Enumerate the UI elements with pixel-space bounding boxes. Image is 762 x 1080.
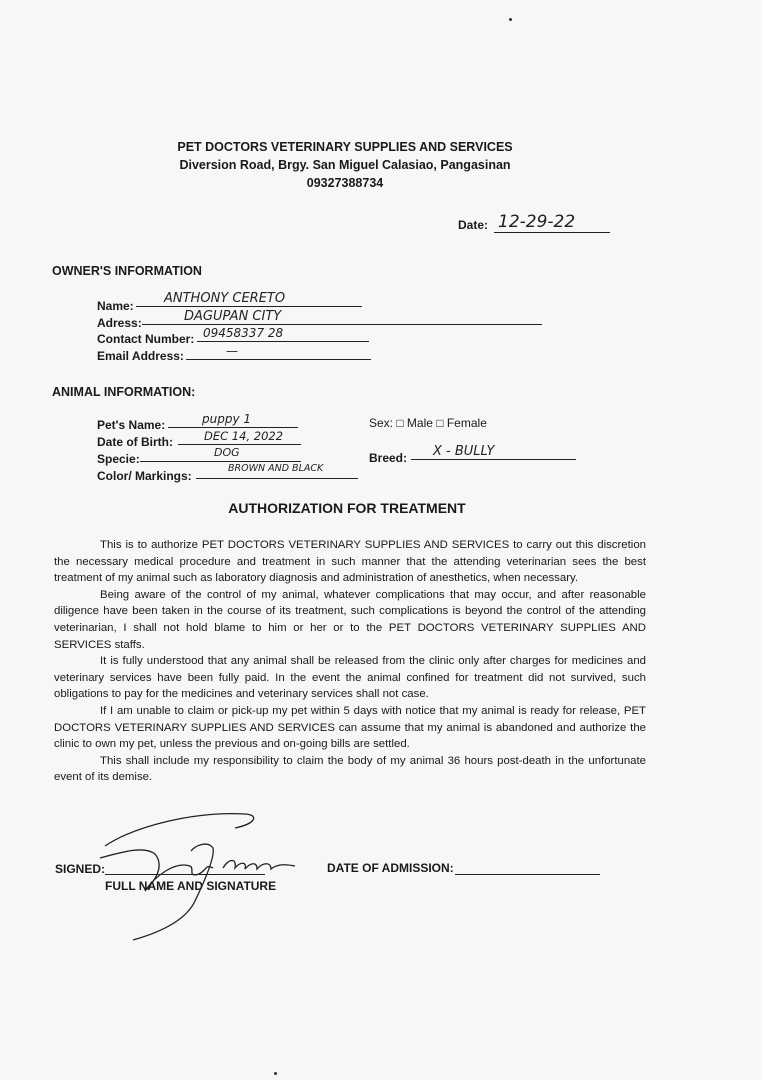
owner-contact-field[interactable]: 09458337 28 <box>197 326 369 342</box>
specie-label: Specie: <box>97 452 140 466</box>
pet-name-label: Pet's Name: <box>97 418 166 432</box>
clinic-phone: 09327388734 <box>306 176 384 190</box>
authorization-paragraph: Being aware of the control of my animal, whatever complications that may occur, and after reasonable diligence have been taken in the course of its treatment, such complications is beyond the control of the attending veterinarian, I shall not hold blame to him or her or to the PET DOCTORS VETERINARY SUPPLIES AND SERVICES staffs. <box>54 588 646 651</box>
authorization-paragraph: This shall include my responsibility to claim the body of my animal 36 hours post-death in the unfortunate event of its demise. <box>54 754 646 784</box>
date-label: Date: <box>458 218 489 232</box>
date-field <box>458 212 576 232</box>
owner-section-title: OWNER'S INFORMATION <box>52 264 202 278</box>
admission-date-field[interactable] <box>455 874 600 875</box>
admission-label: DATE OF ADMISSION: <box>327 861 454 875</box>
breed-label: Breed: <box>369 451 408 465</box>
clinic-name: PET DOCTORS VETERINARY SUPPLIES AND SERVICES <box>177 140 513 154</box>
signed-label: SIGNED: <box>55 862 106 876</box>
owner-name-label: Name: <box>97 299 134 313</box>
date-value[interactable]: 12-29-22 <box>494 212 610 233</box>
clinic-header <box>0 138 690 192</box>
owner-email-label: Email Address: <box>97 349 184 363</box>
breed-field[interactable]: X - BULLY <box>411 444 576 460</box>
owner-address-label: Adress: <box>97 316 142 330</box>
owner-contact-label: Contact Number: <box>97 332 195 346</box>
dob-field[interactable]: DEC 14, 2022 <box>178 429 301 445</box>
specie-field[interactable]: DOG <box>140 446 301 462</box>
owner-address-field[interactable]: DAGUPAN CITY <box>142 309 542 325</box>
owner-email-field[interactable]: — <box>186 344 371 360</box>
pet-name-field[interactable]: puppy 1 <box>168 412 298 428</box>
scan-speck <box>509 18 512 21</box>
authorization-body <box>54 537 646 786</box>
sex-options[interactable]: Sex: □ Male □ Female <box>369 416 487 430</box>
authorization-paragraph: It is fully understood that any animal shall be released from the clinic only after charges for medicines and veterinary services have been fully paid. In the event the animal confined for treatment did not survived, such obligations to pay for the medicines and veterinary services shall not case. <box>54 655 646 701</box>
authorization-paragraph: If I am unable to claim or pick-up my pet within 5 days with notice that my animal is ready for release, PET DOCTORS VETERINARY SUPPLIES AND SERVICES can assume that my animal is abandoned and authorize the clinic to own my pet, unless the previous and on-going bills are settled. <box>54 704 646 751</box>
animal-section-title: ANIMAL INFORMATION: <box>52 385 196 399</box>
authorization-paragraph: This is to authorize PET DOCTORS VETERINARY SUPPLIES AND SERVICES to carry out this discretion the necessary medical procedure and treatment in such manner that the attending veterinarian sees the best treatment of my animal such as laboratory diagnosis and administration of anesthetics, when necessary. <box>54 539 646 585</box>
handwritten-signature[interactable] <box>95 806 325 946</box>
authorization-title: AUTHORIZATION FOR TREATMENT <box>228 500 466 516</box>
color-markings-label: Color/ Markings: <box>97 469 192 483</box>
full-name-label: FULL NAME AND SIGNATURE <box>105 879 277 893</box>
clinic-address: Diversion Road, Brgy. San Miguel Calasiao, Pangasinan <box>179 158 511 172</box>
color-markings-field[interactable]: BROWN AND BLACK <box>196 463 358 479</box>
owner-name-field[interactable]: ANTHONY CERETO <box>136 291 362 307</box>
scan-speck <box>274 1072 277 1075</box>
dob-label: Date of Birth: <box>97 435 173 449</box>
